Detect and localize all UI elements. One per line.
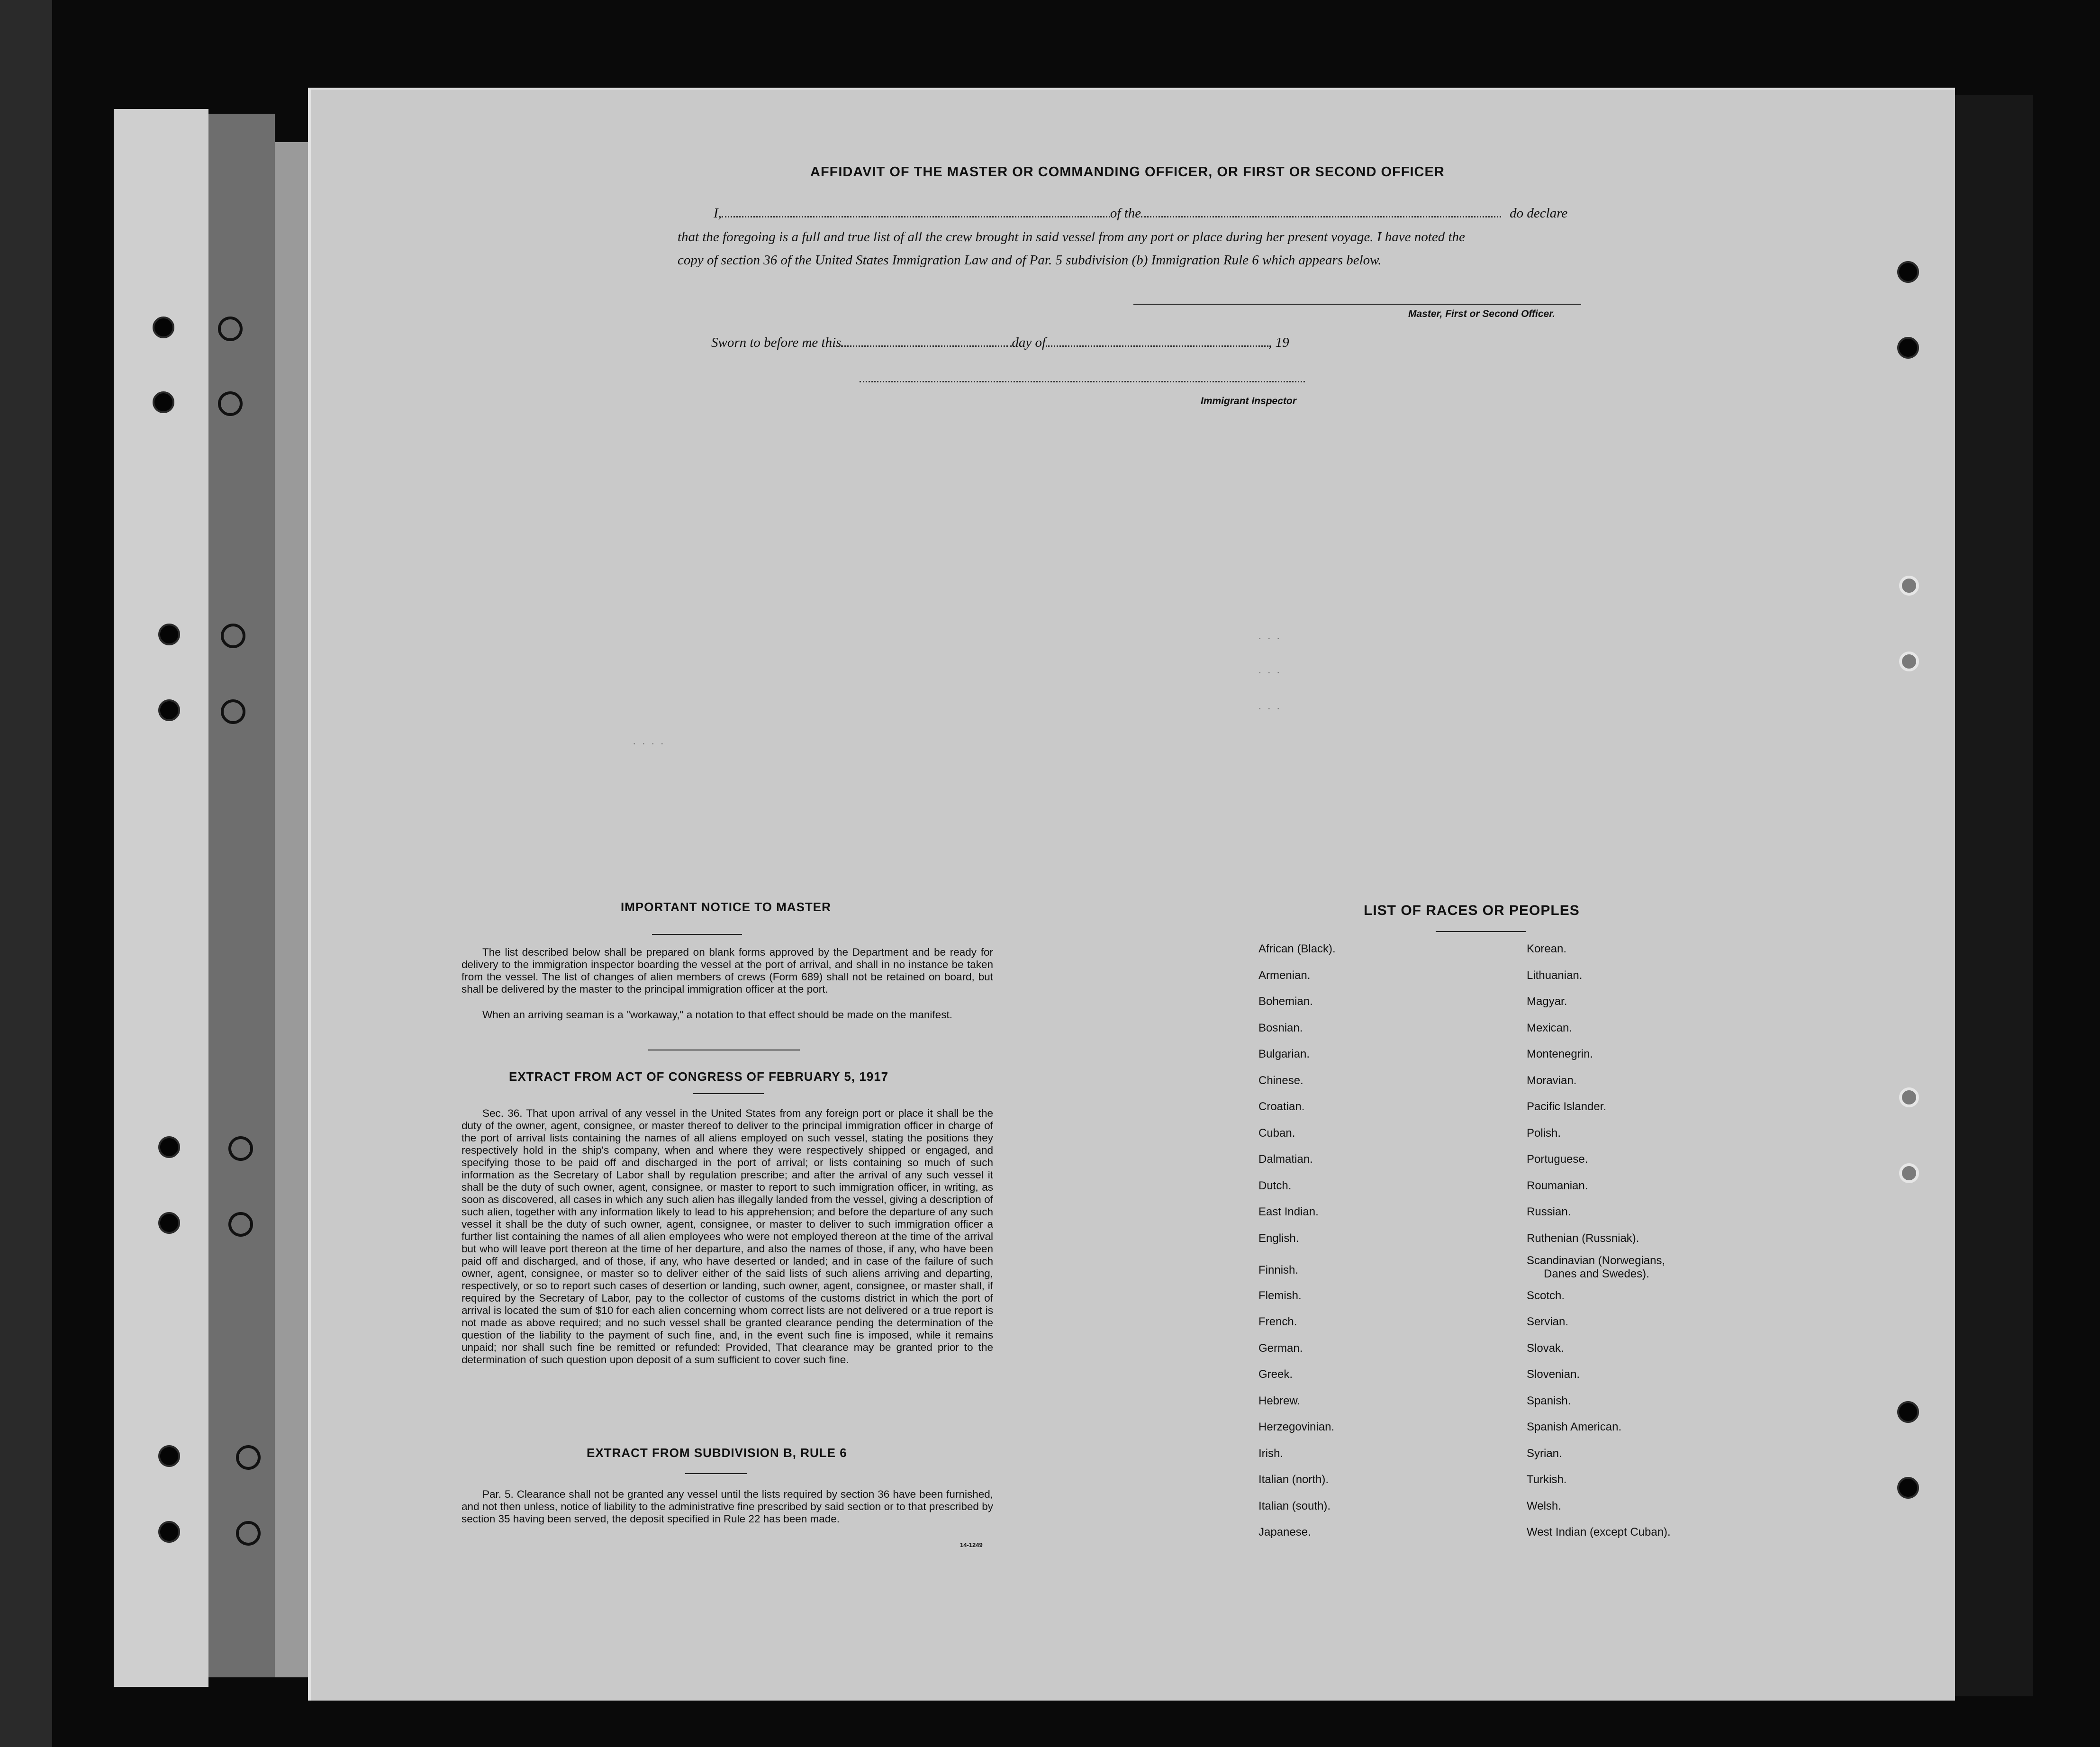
race-item-left: African (Black). [1258,942,1336,955]
punch-hole [158,1136,180,1158]
race-item-left: English. [1258,1231,1299,1245]
race-item-left: Bosnian. [1258,1021,1303,1034]
affidavit-line-2: that the foregoing is a full and true list of all the crew brought in said vessel from any port or place during her present voyage. I have noted the [678,229,1465,244]
bleed-through-marks: ... [1258,664,1286,676]
notice-title: IMPORTANT NOTICE TO MASTER [621,900,831,914]
race-item-left: Croatian. [1258,1100,1305,1113]
affidavit-line-1 [714,206,1567,221]
sworn-year: , 19 [1268,335,1289,350]
punch-hole [1897,1477,1919,1499]
punch-hole [1899,1163,1919,1183]
extract2-body: Par. 5. Clearance shall not be granted any vessel until the lists required by section 36 have been furnished, and not then unless, notice of liability to the administrative fine prescribed by said section or to that prescribed by section 35 having been served, the deposit specified in Rule 22 has been made. [462,1488,993,1525]
race-item-left: East Indian. [1258,1205,1319,1218]
race-item-right: West Indian (except Cuban). [1527,1526,1671,1539]
race-item-right: Moravian. [1527,1074,1577,1087]
binder-ring-hole [228,1212,253,1237]
punch-hole [158,1445,180,1467]
binder-ring-hole [221,699,245,724]
race-item-right: Scandinavian (Norwegians, [1527,1254,1666,1267]
binder-ring-hole [221,624,245,648]
notice-paragraph-1: The list described below shall be prepared on blank forms approved by the Department and be ready for delivery to the immigration inspector boarding the vessel at the port of arrival, and shall in no instance be taken from the vessel. The list of changes of alien members of crews (Form 689) shall not be retained on board, but shall be delivered by the master to the principal immigration officer at the port. [462,946,993,995]
do-declare-label: do declare [1510,206,1568,221]
race-item-left: Bulgarian. [1258,1048,1310,1060]
race-item-right: Polish. [1527,1126,1561,1140]
extract1-title: EXTRACT FROM ACT OF CONGRESS OF FEBRUARY 5, 1917 [509,1069,889,1084]
race-item-left: Cuban. [1258,1126,1295,1140]
race-item-right: Roumanian. [1527,1179,1588,1192]
race-item-left: Bohemian. [1258,995,1313,1008]
race-item-right: Slovenian. [1527,1368,1580,1381]
race-item-right: Spanish. [1527,1394,1571,1407]
extract2-title: EXTRACT FROM SUBDIVISION B, RULE 6 [587,1446,847,1460]
extract2-rule [685,1473,747,1474]
punch-hole [158,699,180,721]
race-item-right: Scotch. [1527,1289,1565,1302]
binder-ring-hole [218,391,243,416]
race-item-right: Servian. [1527,1315,1569,1328]
binder-ring-hole [236,1521,261,1546]
punch-hole [158,1521,180,1543]
race-item-left: Flemish. [1258,1289,1302,1302]
punch-hole [153,391,174,413]
inspector-signature-line [860,381,1305,382]
declarant-name-field [722,216,1110,217]
sworn-day-field [841,345,1012,347]
punch-hole [1899,652,1919,671]
vessel-name-field [1141,216,1501,217]
back-page-binding [208,114,275,1677]
sworn-month-field [1046,345,1268,347]
inspector-label: Immigrant Inspector [1201,396,1296,407]
punch-hole [1897,337,1919,359]
affidavit-document [308,88,1955,1701]
back-page-edge [275,142,313,1677]
extract1-body: Sec. 36. That upon arrival of any vessel in the United States from any foreign port or place it shall be the duty of the owner, agent, consignee, or master thereof to deliver to the principal immigration officer in charge of the port of arrival lists containing the names of all aliens employed on such vessel, stating the positions they respectively hold in the ship's company, when and where they were respectively shipped or engaged, and specifying those to be paid off and discharged in the port of arrival; or lists containing so much of such information as the Secretary of Labor shall by regulation prescribe; and after the arrival of any such vessel it shall be the duty of such owner, agent, consignee, or master to report to such immigration officer, in writing, as soon as discovered, all cases in which any such alien has illegally landed from the vessel, giving a description of such alien, together with any information likely to lead to his apprehension; and before the departure of any such vessel it shall be the duty of such owner, agent, consignee, or master to deliver to such immigration officer a further list containing the names of all alien employees who were not employed thereon at the time of the arrival but who will leave port thereon at the time of her departure, and also the names of those, if any, who have been paid off and discharged, and of those, if any, who have deserted or landed; and in case of the failure of such owner, agent, consignee, or master so to deliver either of the said lists of such aliens arriving and departing, respectively, or so to report such cases of desertion or landing, such owner, agent, consignee, or master shall, if required by the Secretary of Labor, pay to the collector of customs of the customs district in which the port of arrival is located the sum of $10 for each alien concerning whom correct lists are not delivered or a true report is not made as above required; and no such vessel shall be granted clearance pending the determination of the question of the liability to the payment of such fine, and, in the event such fine is imposed, while it remains unpaid; nor shall such fine be remitted or refunded: Provided, That clearance may be granted prior to the determination of such question upon deposit of a sum sufficient to cover such fine. [462,1107,993,1366]
punch-hole [158,624,180,645]
punch-hole [1899,576,1919,596]
race-item-left: Herzegovinian. [1258,1421,1335,1433]
race-item-left: Italian (north). [1258,1473,1329,1486]
race-item-right: Welsh. [1527,1499,1561,1512]
race-item-left: Armenian. [1258,969,1311,982]
race-item-right: Turkish. [1527,1473,1567,1486]
binder-ring-hole [236,1445,261,1470]
race-item-left: German. [1258,1341,1303,1355]
race-item-right-continued: Danes and Swedes). [1544,1267,1649,1280]
declarant-prefix: I, [714,206,722,221]
bleed-through-marks: ... [1258,630,1286,642]
race-item-right: Portuguese. [1527,1153,1588,1166]
sworn-day-of: day of [1012,335,1046,350]
race-item-right: Korean. [1527,942,1567,955]
bleed-through-marks: .... [633,735,670,747]
signature-line [1133,304,1581,305]
race-item-right: Magyar. [1527,995,1567,1008]
race-item-right: Russian. [1527,1205,1571,1218]
race-item-left: French. [1258,1315,1297,1328]
race-item-left: Japanese. [1258,1526,1311,1539]
race-item-right: Pacific Islander. [1527,1100,1607,1113]
race-item-left: Italian (south). [1258,1499,1331,1512]
race-item-left: Finnish. [1258,1264,1299,1276]
race-item-right: Lithuanian. [1527,969,1583,982]
races-title-rule [1436,931,1526,932]
bleed-through-marks: ... [1258,700,1286,712]
punch-hole [1899,1087,1919,1107]
signature-label: Master, First or Second Officer. [1408,308,1556,319]
affidavit-title: AFFIDAVIT OF THE MASTER OR COMMANDING OFFICER, OR FIRST OR SECOND OFFICER [810,164,1445,180]
binder-left-edge [0,0,52,1747]
race-item-left: Hebrew. [1258,1394,1301,1407]
extract1-rule [693,1093,764,1094]
punch-hole [1897,261,1919,283]
race-item-left: Chinese. [1258,1074,1303,1087]
race-item-left: Dalmatian. [1258,1153,1313,1166]
race-item-left: Irish. [1258,1447,1284,1460]
race-item-left: Dutch. [1258,1179,1292,1192]
binder-ring-hole [228,1136,253,1161]
binder-right-edge [1952,95,2033,1696]
sworn-line [711,335,1289,351]
race-item-right: Syrian. [1527,1447,1562,1460]
notice-paragraph-2: When an arriving seaman is a "workaway," a notation to that effect should be made on the manifest. [482,1009,952,1021]
race-item-right: Slovak. [1527,1341,1564,1355]
notice-title-rule [652,934,742,935]
form-number: 14-1249 [960,1541,983,1548]
punch-hole [153,317,174,338]
punch-hole [158,1212,180,1234]
races-title: LIST OF RACES OR PEOPLES [1364,903,1580,918]
affidavit-line-3: copy of section 36 of the United States Immigration Law and of Par. 5 subdivision (b) Immigration Rule 6 which appears below. [678,253,1382,268]
race-item-right: Mexican. [1527,1021,1573,1034]
race-item-right: Spanish American. [1527,1421,1622,1433]
race-item-left: Greek. [1258,1368,1293,1381]
race-item-right: Ruthenian (Russniak). [1527,1231,1639,1245]
sworn-prefix: Sworn to before me this [711,335,842,350]
race-item-right: Montenegrin. [1527,1048,1593,1060]
of-the-label: of the [1110,206,1141,221]
binder-ring-hole [218,317,243,341]
punch-hole [1897,1401,1919,1423]
